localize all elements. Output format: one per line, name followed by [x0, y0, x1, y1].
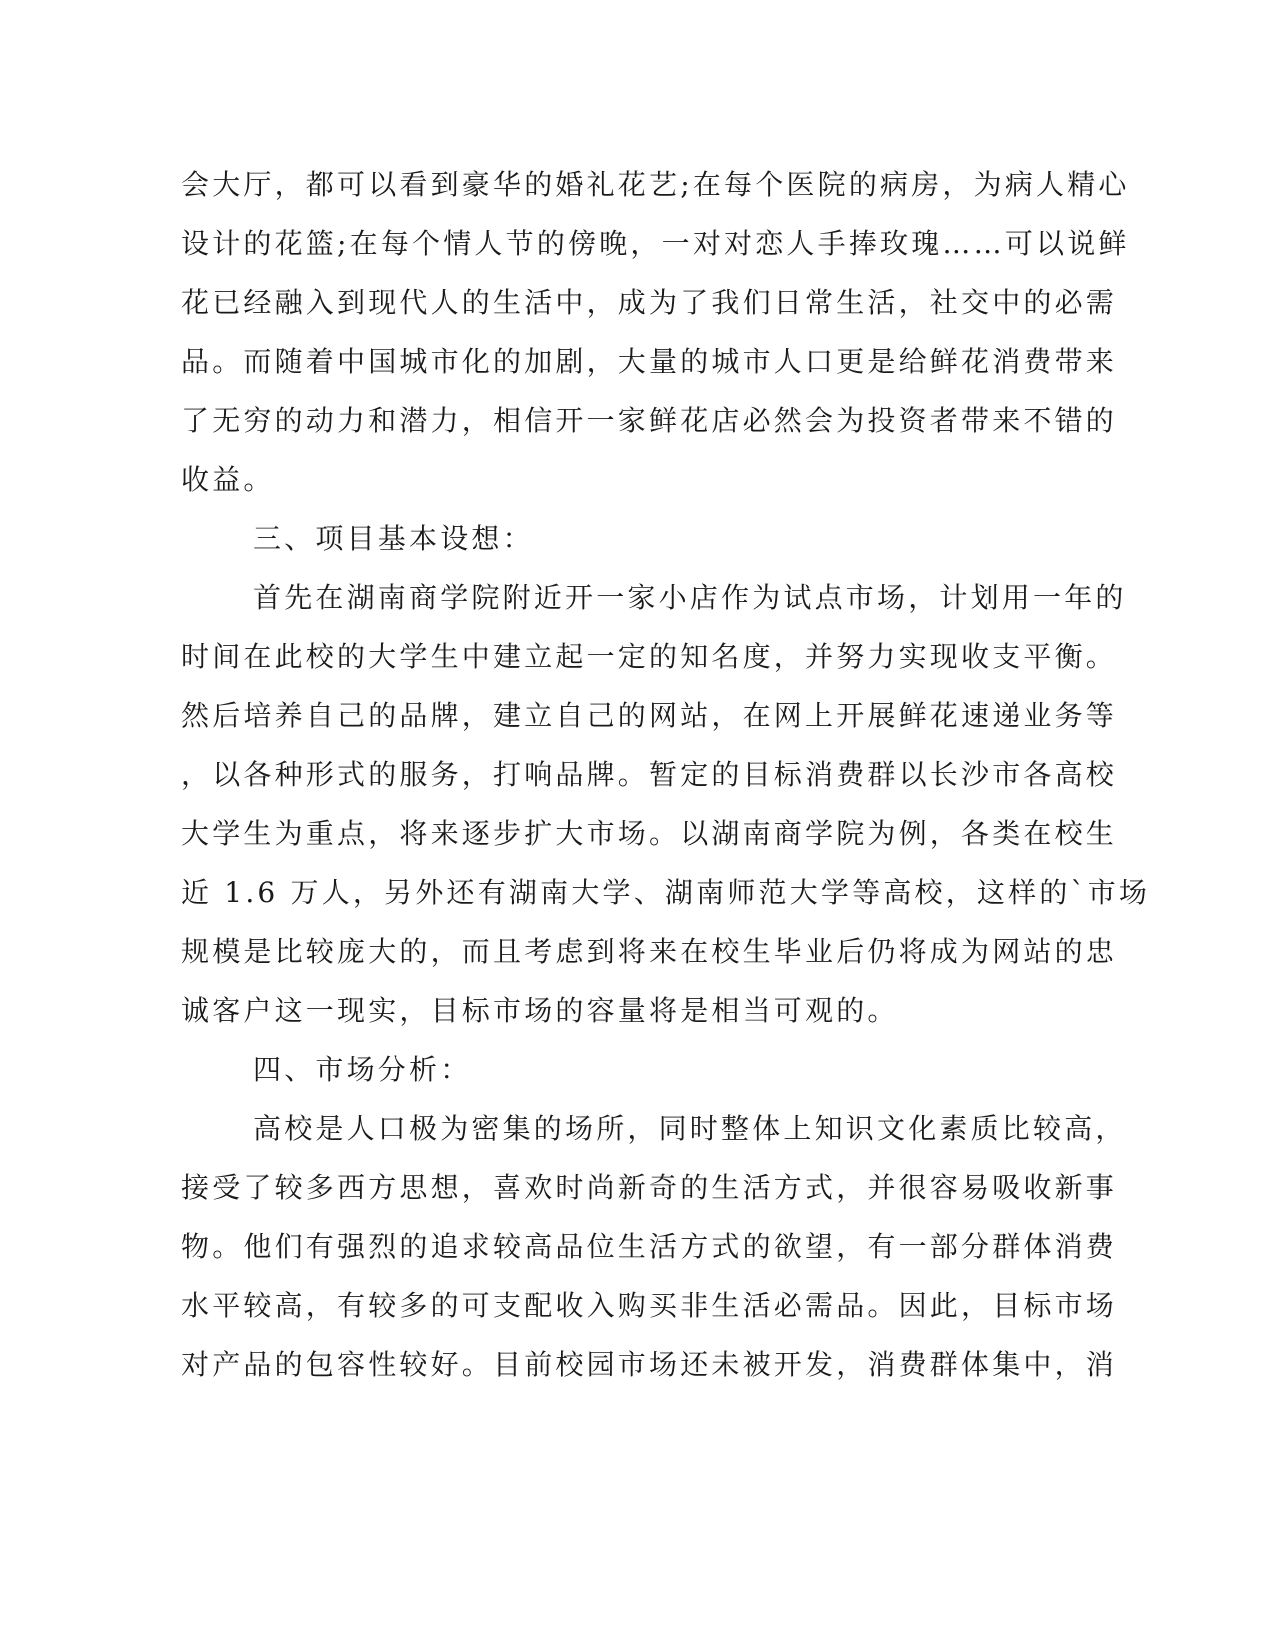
section-heading: 三、项目基本设想： — [253, 522, 534, 555]
paragraph-line: 时间在此校的大学生中建立起一定的知名度，并努力实现收支平衡。 — [181, 640, 1118, 673]
paragraph-line: 对产品的包容性较好。目前校园市场还未被开发，消费群体集中，消 — [181, 1348, 1118, 1381]
paragraph-line: 品。而随着中国城市化的加剧，大量的城市人口更是给鲜花消费带来 — [181, 345, 1118, 378]
paragraph-line: 接受了较多西方思想，喜欢时尚新奇的生活方式，并很容易吸收新事 — [181, 1171, 1118, 1204]
document-body — [181, 155, 1151, 1394]
paragraph-line: 设计的花篮;在每个情人节的傍晚，一对对恋人手捧玫瑰……可以说鲜 — [181, 227, 1130, 260]
paragraph-line: 了无穷的动力和潜力，相信开一家鲜花店必然会为投资者带来不错的 — [181, 404, 1118, 437]
paragraph-line: 会大厅，都可以看到豪华的婚礼花艺;在每个医院的病房，为病人精心 — [181, 168, 1130, 201]
paragraph-line: 近 1.6 万人，另外还有湖南大学、湖南师范大学等高校，这样的`市场 — [181, 876, 1151, 909]
paragraph-line: 诚客户这一现实，目标市场的容量将是相当可观的。 — [181, 994, 899, 1027]
paragraph-line: 大学生为重点，将来逐步扩大市场。以湖南商学院为例，各类在校生 — [181, 817, 1118, 850]
paragraph-line: 花已经融入到现代人的生活中，成为了我们日常生活，社交中的必需 — [181, 286, 1118, 319]
paragraph-line: 规模是比较庞大的，而且考虑到将来在校生毕业后仍将成为网站的忠 — [181, 935, 1118, 968]
paragraph-line: ，以各种形式的服务，打响品牌。暂定的目标消费群以长沙市各高校 — [181, 758, 1118, 791]
section-heading: 四、市场分析： — [253, 1053, 472, 1086]
paragraph-line: 收益。 — [181, 463, 275, 496]
paragraph-line: 高校是人口极为密集的场所，同时整体上知识文化素质比较高， — [253, 1112, 1127, 1145]
paragraph-line: 然后培养自己的品牌，建立自己的网站，在网上开展鲜花速递业务等 — [181, 699, 1118, 732]
paragraph-line: 水平较高，有较多的可支配收入购买非生活必需品。因此，目标市场 — [181, 1289, 1118, 1322]
paragraph-line: 首先在湖南商学院附近开一家小店作为试点市场，计划用一年的 — [253, 581, 1127, 614]
paragraph-line: 物。他们有强烈的追求较高品位生活方式的欲望，有一部分群体消费 — [181, 1230, 1118, 1263]
